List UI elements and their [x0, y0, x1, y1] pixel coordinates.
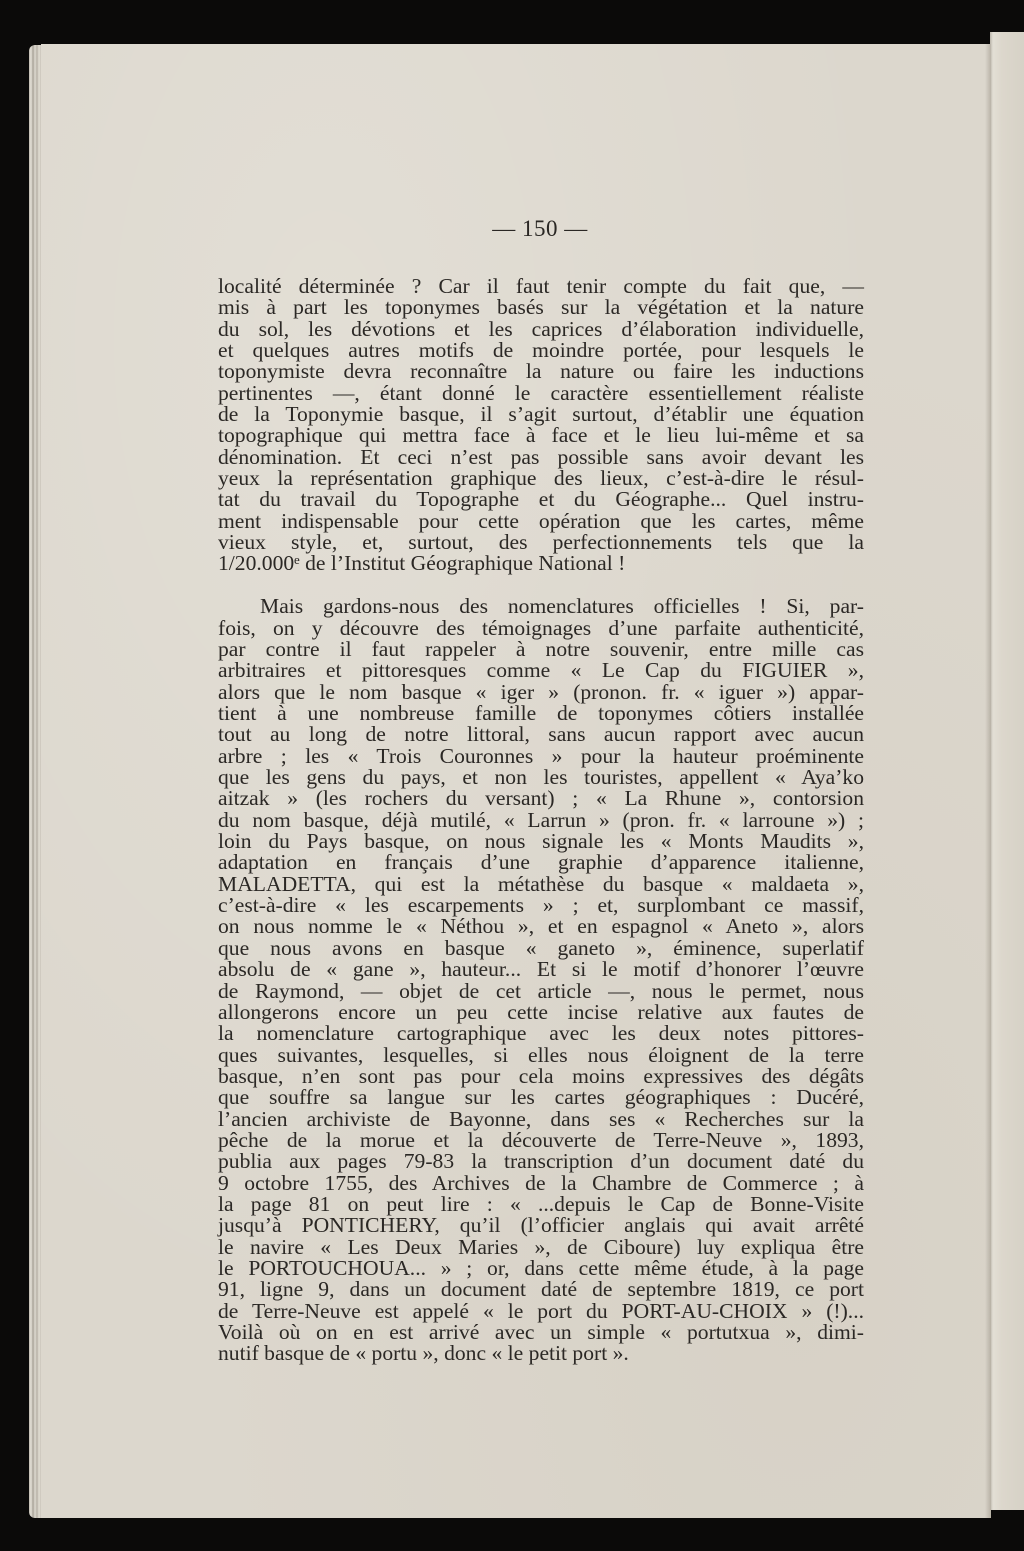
text-line: 9 octobre 1755, des Archives de la Chambre de Commerce ; à: [218, 1170, 864, 1195]
text-line: ques suivantes, lesquelles, si elles nous éloignent de la terre: [218, 1042, 864, 1067]
paragraph: [218, 596, 864, 1364]
text-line: de Terre-Neuve est appelé « le port du PORT-AU-CHOIX » (!)...: [218, 1298, 864, 1323]
text-line: la page 81 on peut lire : « ...depuis le Cap de Bonne-Visite: [218, 1191, 864, 1216]
facing-page-edge: [990, 32, 1024, 1510]
text-line: toponymiste devra reconnaître la nature ou faire les inductions: [218, 359, 864, 384]
text-line: tat du travail du Topographe et du Géographe... Quel instru-: [218, 487, 864, 512]
text-line: que les gens du pays, et non les touristes, appellent « Aya’ko: [218, 765, 864, 790]
text-line: de la Toponymie basque, il s’agit surtout, d’établir une équation: [218, 402, 864, 427]
text-line: la nomenclature cartographique avec les deux notes pittores-: [218, 1021, 864, 1046]
text-line: basque, n’en sont pas pour cela moins expressives des dégâts: [218, 1063, 864, 1088]
text-line: de Raymond, — objet de cet article —, nous le permet, nous: [218, 978, 864, 1003]
page-crease: [985, 44, 991, 1518]
text-line: arbitraires et pittoresques comme « Le Cap du FIGUIER »,: [218, 658, 864, 683]
text-line: que nous avons en basque « ganeto », éminence, superlatif: [218, 935, 864, 960]
text-line: absolu de « gane », hauteur... Et si le motif d’honorer l’œuvre: [218, 957, 864, 982]
text-line: tout au long de notre littoral, sans aucun rapport avec aucun: [218, 722, 864, 747]
text-line: MALADETTA, qui est la métathèse du basque « maldaeta »,: [218, 871, 864, 896]
text-line: publia aux pages 79-83 la transcription d’un document daté du: [218, 1149, 864, 1174]
text-line: l’ancien archiviste de Bayonne, dans ses « Recherches sur la: [218, 1106, 864, 1131]
text-line: pêche de la morue et la découverte de Terre-Neuve », 1893,: [218, 1127, 864, 1152]
text-line: aitzak » (les rochers du versant) ; « La Rhune », contorsion: [218, 786, 864, 811]
text-line: 91, ligne 9, dans un document daté de septembre 1819, ce port: [218, 1277, 864, 1302]
text-line: par contre il faut rappeler à notre souvenir, entre mille cas: [218, 637, 864, 661]
text-line: mis à part les toponymes basés sur la végétation et la nature: [218, 295, 864, 320]
text-line: loin du Pays basque, on nous signale les « Monts Maudits »,: [218, 829, 864, 854]
text-line: localité déterminée ? Car il faut tenir compte du fait que, —: [218, 274, 864, 298]
text-line: allongerons encore un peu cette incise relative aux fautes de: [218, 999, 864, 1024]
text-line: dénomination. Et ceci n’est pas possible sans avoir devant les: [218, 444, 864, 469]
text-line: fois, on y découvre des témoignages d’une parfaite authenticité,: [218, 615, 864, 640]
text-line: tient à une nombreuse famille de toponymes côtiers installée: [218, 701, 864, 726]
text-line: arbre ; les « Trois Couronnes » pour la hauteur proéminente: [218, 743, 864, 768]
text-line: yeux la représentation graphique des lieux, c’est-à-dire le résul-: [218, 466, 864, 491]
text-line: le PORTOUCHOUA... » ; or, dans cette même étude, à la page: [218, 1255, 864, 1280]
text-line: Mais gardons-nous des nomenclatures officielles ! Si, par-: [260, 594, 864, 619]
text-line: vieux style, et, surtout, des perfectionnements tels que la: [218, 530, 864, 555]
text-line: pertinentes —, étant donné le caractère essentiellement réaliste: [218, 380, 864, 405]
text-line: que souffre sa langue sur les cartes géographiques : Ducéré,: [218, 1085, 864, 1110]
text-line: du nom basque, déjà mutilé, « Larrun » (pron. fr. « larroune ») ;: [218, 807, 864, 832]
text-line: ment indispensable pour cette opération que les cartes, même: [218, 508, 864, 533]
text-line: on nous nomme le « Néthou », et en espagnol « Aneto », alors: [218, 914, 864, 939]
paragraph-gap: [218, 575, 864, 597]
text-line: topographique qui mettra face à face et le lieu lui-même et sa: [218, 423, 864, 448]
body-text: [218, 276, 864, 1365]
text-line: du sol, les dévotions et les caprices d’élaboration individuelle,: [218, 316, 864, 341]
text-line: 1/20.000ᵉ de l’Institut Géographique National !: [218, 551, 626, 576]
text-line: nutif basque de « portu », donc « le petit port ».: [218, 1341, 629, 1366]
text-line: le navire « Les Deux Maries », de Ciboure) luy expliqua être: [218, 1234, 864, 1259]
text-line: Voilà où on en est arrivé avec un simple « portutxua », dimi-: [218, 1320, 864, 1344]
text-line: et quelques autres motifs de moindre portée, pour lesquels le: [218, 338, 864, 363]
text-line: jusqu’à PONTICHERY, qu’il (l’officier anglais qui avait arrêté: [218, 1213, 864, 1238]
text-line: c’est-à-dire « les escarpements » ; et, surplombant ce massif,: [218, 893, 864, 918]
page-number: — 150 —: [492, 216, 588, 241]
text-line: alors que le nom basque « iger » (pronon. fr. « iguer ») appar-: [218, 679, 864, 704]
text-line: adaptation en français d’une graphie d’apparence italienne,: [218, 850, 864, 875]
paragraph: [218, 276, 864, 575]
